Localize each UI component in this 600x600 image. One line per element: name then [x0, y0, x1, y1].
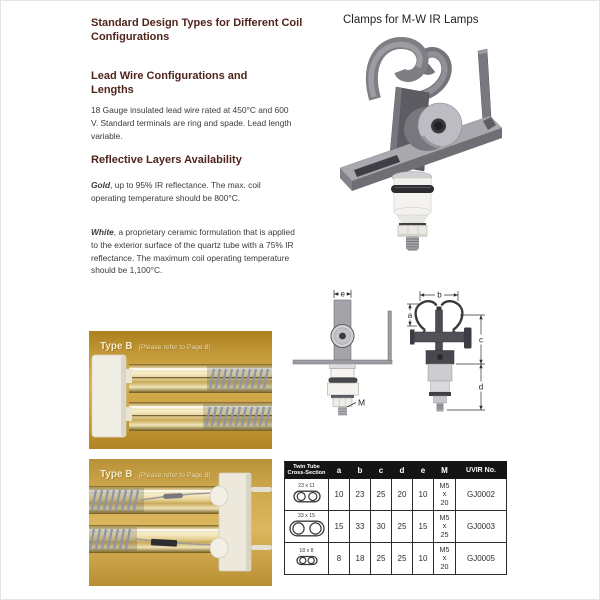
table-row — [285, 511, 507, 543]
cell-b: 18 — [350, 543, 371, 575]
type-label: Type B — [100, 341, 133, 352]
white-term: White — [91, 227, 114, 237]
cell-m: M5 x 20 — [434, 543, 456, 575]
header-uvir-no: UVIR No. — [456, 462, 507, 479]
cell-m: M5 x 20 — [434, 479, 456, 511]
insulator-o-ring — [391, 185, 434, 193]
cell-a: 8 — [329, 543, 350, 575]
type-sublabel: (Please refer to Page 8) — [138, 472, 211, 479]
dim-label-c: c — [479, 335, 483, 345]
coil-bottom — [203, 404, 272, 429]
cell-a: 15 — [329, 511, 350, 543]
coil-bottom — [89, 527, 137, 551]
cell-m: M5 x 25 — [434, 511, 456, 543]
twin-tube-icon — [289, 520, 325, 537]
cell-cross-section — [285, 511, 329, 543]
photo-lamp-end-capped — [89, 331, 272, 449]
ceramic-end-cap — [92, 355, 132, 437]
paragraph-white — [91, 226, 297, 277]
dimension-diagrams — [284, 285, 512, 455]
cell-c: 30 — [371, 511, 392, 543]
cell-cross-section — [285, 479, 329, 511]
spec-table — [284, 461, 507, 575]
cell-b: 33 — [350, 511, 371, 543]
clamp-nut-stud — [398, 223, 427, 251]
clamp-post — [478, 49, 491, 123]
header-c: c — [371, 462, 392, 479]
twin-tube-icon — [293, 490, 321, 503]
heading-standard-design: Standard Design Types for Different Coil Configurations — [91, 17, 303, 44]
tube-size-label: 23 x 11 — [298, 482, 315, 489]
photo-lamp-end-leads — [89, 459, 272, 586]
table-header-row — [285, 462, 507, 479]
cell-uvir-no: GJ0003 — [456, 511, 507, 543]
header-m: M — [434, 462, 456, 479]
table-row — [285, 479, 507, 511]
tube-size-label: 18 x 8 — [299, 547, 314, 554]
white-text: , a proprietary ceramic formulation that is applied to the exterior surface of the quartz tube with a 75% IR reflectance. The maximum coil operating temperature should be 1,100°C. — [91, 227, 295, 276]
table-row — [285, 543, 507, 575]
paragraph-lead-wire: 18 Gauge insulated lead wire rated at 450°C and 600 V. Standard terminals are ring and spade. Lead length variable. — [91, 105, 292, 141]
photo-caption — [100, 464, 211, 482]
coil-top — [207, 366, 272, 391]
crimp-sleeve-bottom — [151, 539, 177, 547]
header-b: b — [350, 462, 371, 479]
cell-uvir-no: GJ0005 — [456, 543, 507, 575]
tube-size-label: 33 x 15 — [297, 512, 316, 519]
header-cross-section: Twin Tube Cross-Section — [285, 462, 329, 479]
dim-label-e: e — [340, 289, 345, 299]
header-d: d — [392, 462, 413, 479]
heading-reflective-layers: Reflective Layers Availability — [91, 154, 242, 166]
dim-label-b: b — [437, 290, 442, 300]
page-title-clamps: Clamps for M-W IR Lamps — [343, 14, 479, 26]
crimp-sleeve-top — [163, 493, 183, 499]
cell-cross-section — [285, 543, 329, 575]
dim-label-d: d — [478, 382, 484, 392]
diagram-front-view — [407, 290, 486, 412]
type-label: Type B — [100, 469, 133, 480]
coil-top — [89, 488, 144, 512]
dim-label-a: a — [407, 310, 413, 320]
cell-c: 25 — [371, 543, 392, 575]
cell-e: 10 — [413, 479, 434, 511]
cell-d: 25 — [392, 543, 413, 575]
cell-d: 25 — [392, 511, 413, 543]
cell-uvir-no: GJ0002 — [456, 479, 507, 511]
cell-c: 25 — [371, 479, 392, 511]
clamp-product-render — [339, 37, 557, 255]
header-a: a — [329, 462, 350, 479]
dim-label-m: M — [358, 397, 366, 408]
cell-b: 23 — [350, 479, 371, 511]
heading-lead-wire: Lead Wire Configurations and Lengths — [91, 70, 248, 97]
photo-caption — [100, 336, 211, 354]
diagram-side-view — [293, 289, 392, 416]
type-sublabel: (Please refer to Page 8) — [138, 344, 211, 351]
twin-tube-icon — [296, 555, 318, 566]
cell-a: 10 — [329, 479, 350, 511]
cell-e: 15 — [413, 511, 434, 543]
clamp-insulator — [391, 172, 434, 224]
gold-term: Gold — [91, 180, 111, 190]
cell-d: 20 — [392, 479, 413, 511]
header-e: e — [413, 462, 434, 479]
paragraph-gold — [91, 179, 279, 205]
cell-e: 10 — [413, 543, 434, 575]
gold-text: , up to 95% IR reflectance. The max. coil operating temperature should be 800°C. — [91, 180, 261, 203]
